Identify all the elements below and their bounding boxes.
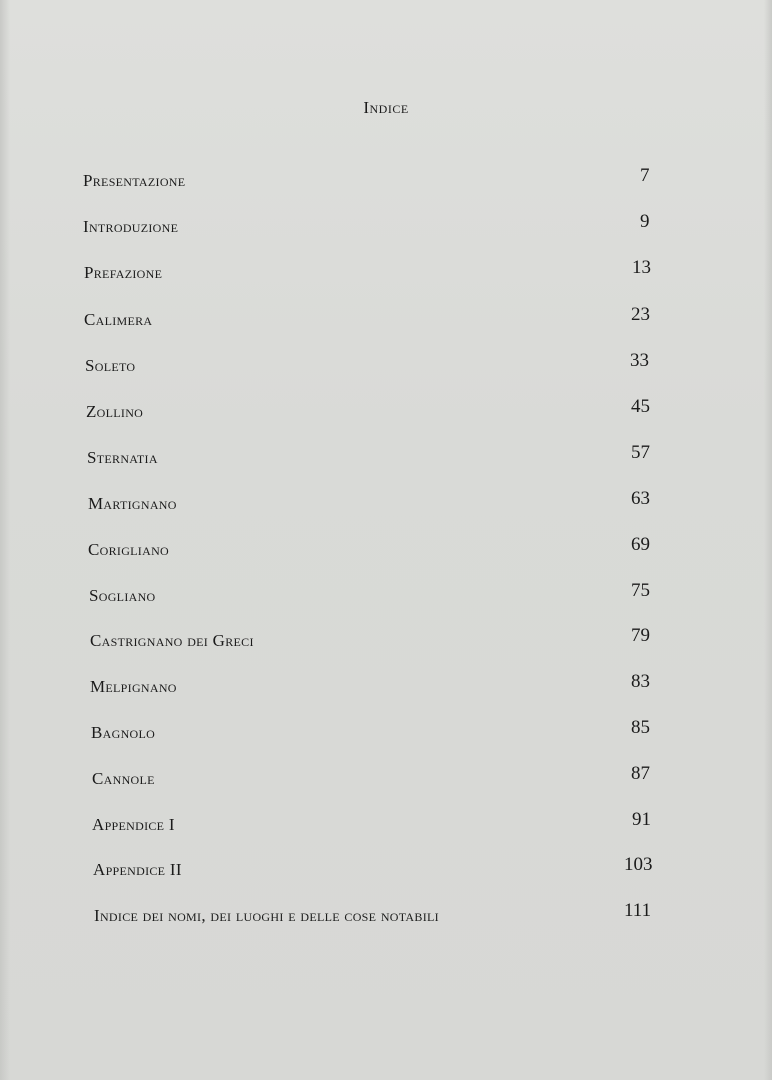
toc-entry-page: 79 [631,625,650,646]
toc-entry-page: 69 [631,534,650,555]
toc-entry-page: 23 [631,304,650,325]
toc-entry-presentazione [83,165,653,201]
toc-entry-title: Martignano [88,494,177,513]
toc-entry-page: 9 [640,211,650,232]
toc-entry-bagnolo [91,717,661,753]
toc-entry-title: Zollino [86,402,144,421]
page-left-edge-shadow [0,0,10,1080]
toc-entry-page: 111 [624,900,652,921]
toc-entry-title: Sternatia [87,448,158,467]
toc-entry-title: Appendice II [93,860,182,879]
toc-entry-title: Prefazione [84,263,163,282]
toc-entry-appendice-ii [93,854,663,890]
toc-entry-title: Appendice I [92,815,175,834]
toc-entry-title: Calimera [84,310,153,329]
toc-entry-calimera [84,304,654,340]
toc-entry-title: Introduzione [83,217,179,236]
toc-entry-title: Indice dei nomi, dei luoghi e delle cose notabili [94,906,439,925]
toc-entry-page: 85 [631,717,650,738]
toc-entry-page: 45 [631,396,650,417]
toc-entry-title: Soleto [85,356,136,375]
toc-entry-martignano [88,488,658,524]
toc-entry-sogliano [89,580,659,616]
toc-entry-castrignano-dei-greci [90,625,660,661]
toc-entry-page: 83 [631,671,650,692]
toc-entry-page: 75 [631,580,650,601]
toc-entry-title: Corigliano [88,540,169,559]
toc-entry-cannole [92,763,662,799]
toc-entry-page: 57 [631,442,650,463]
toc-entry-title: Presentazione [83,171,186,190]
toc-entry-title: Castrignano dei Greci [90,631,254,650]
toc-entry-title: Bagnolo [91,723,156,742]
toc-entry-zollino [86,396,656,432]
toc-entry-introduzione [83,211,653,247]
toc-entry-soleto [85,350,655,386]
toc-entry-page: 91 [632,809,651,830]
toc-entry-corigliano [88,534,658,570]
toc-entry-melpignano [90,671,660,707]
toc-entry-title: Cannole [92,769,155,788]
toc-entry-page: 33 [630,350,649,371]
toc-entry-indice-dei-nomi [94,900,664,936]
toc-entry-page: 13 [632,257,651,278]
toc-entry-page: 7 [640,165,650,186]
page-title: Indice [363,98,409,117]
page-right-edge-shadow [764,0,772,1080]
toc-entry-title: Melpignano [90,677,177,696]
toc-entry-page: 87 [631,763,650,784]
toc-entry-title: Sogliano [89,586,156,605]
toc-entry-sternatia [87,442,657,478]
toc-entry-page: 103 [624,854,653,875]
toc-entry-prefazione [84,257,654,293]
toc-entry-page: 63 [631,488,650,509]
toc-entry-appendice-i [92,809,662,845]
